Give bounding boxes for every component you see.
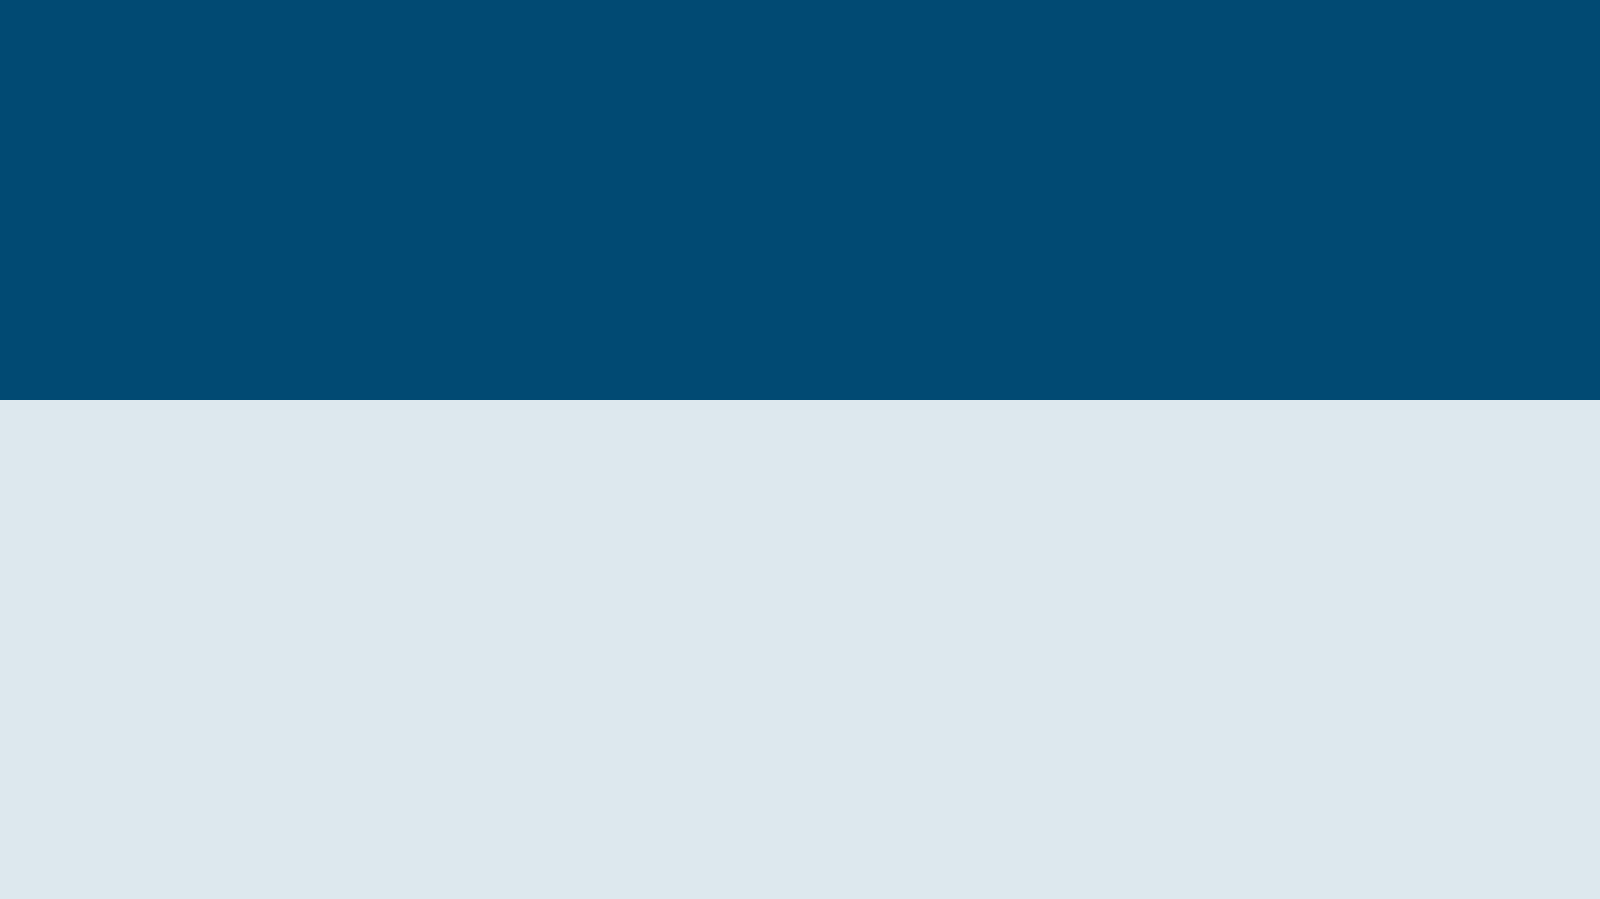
guideline-2-section	[0, 400, 1600, 899]
guideline-1-section	[0, 0, 1600, 400]
